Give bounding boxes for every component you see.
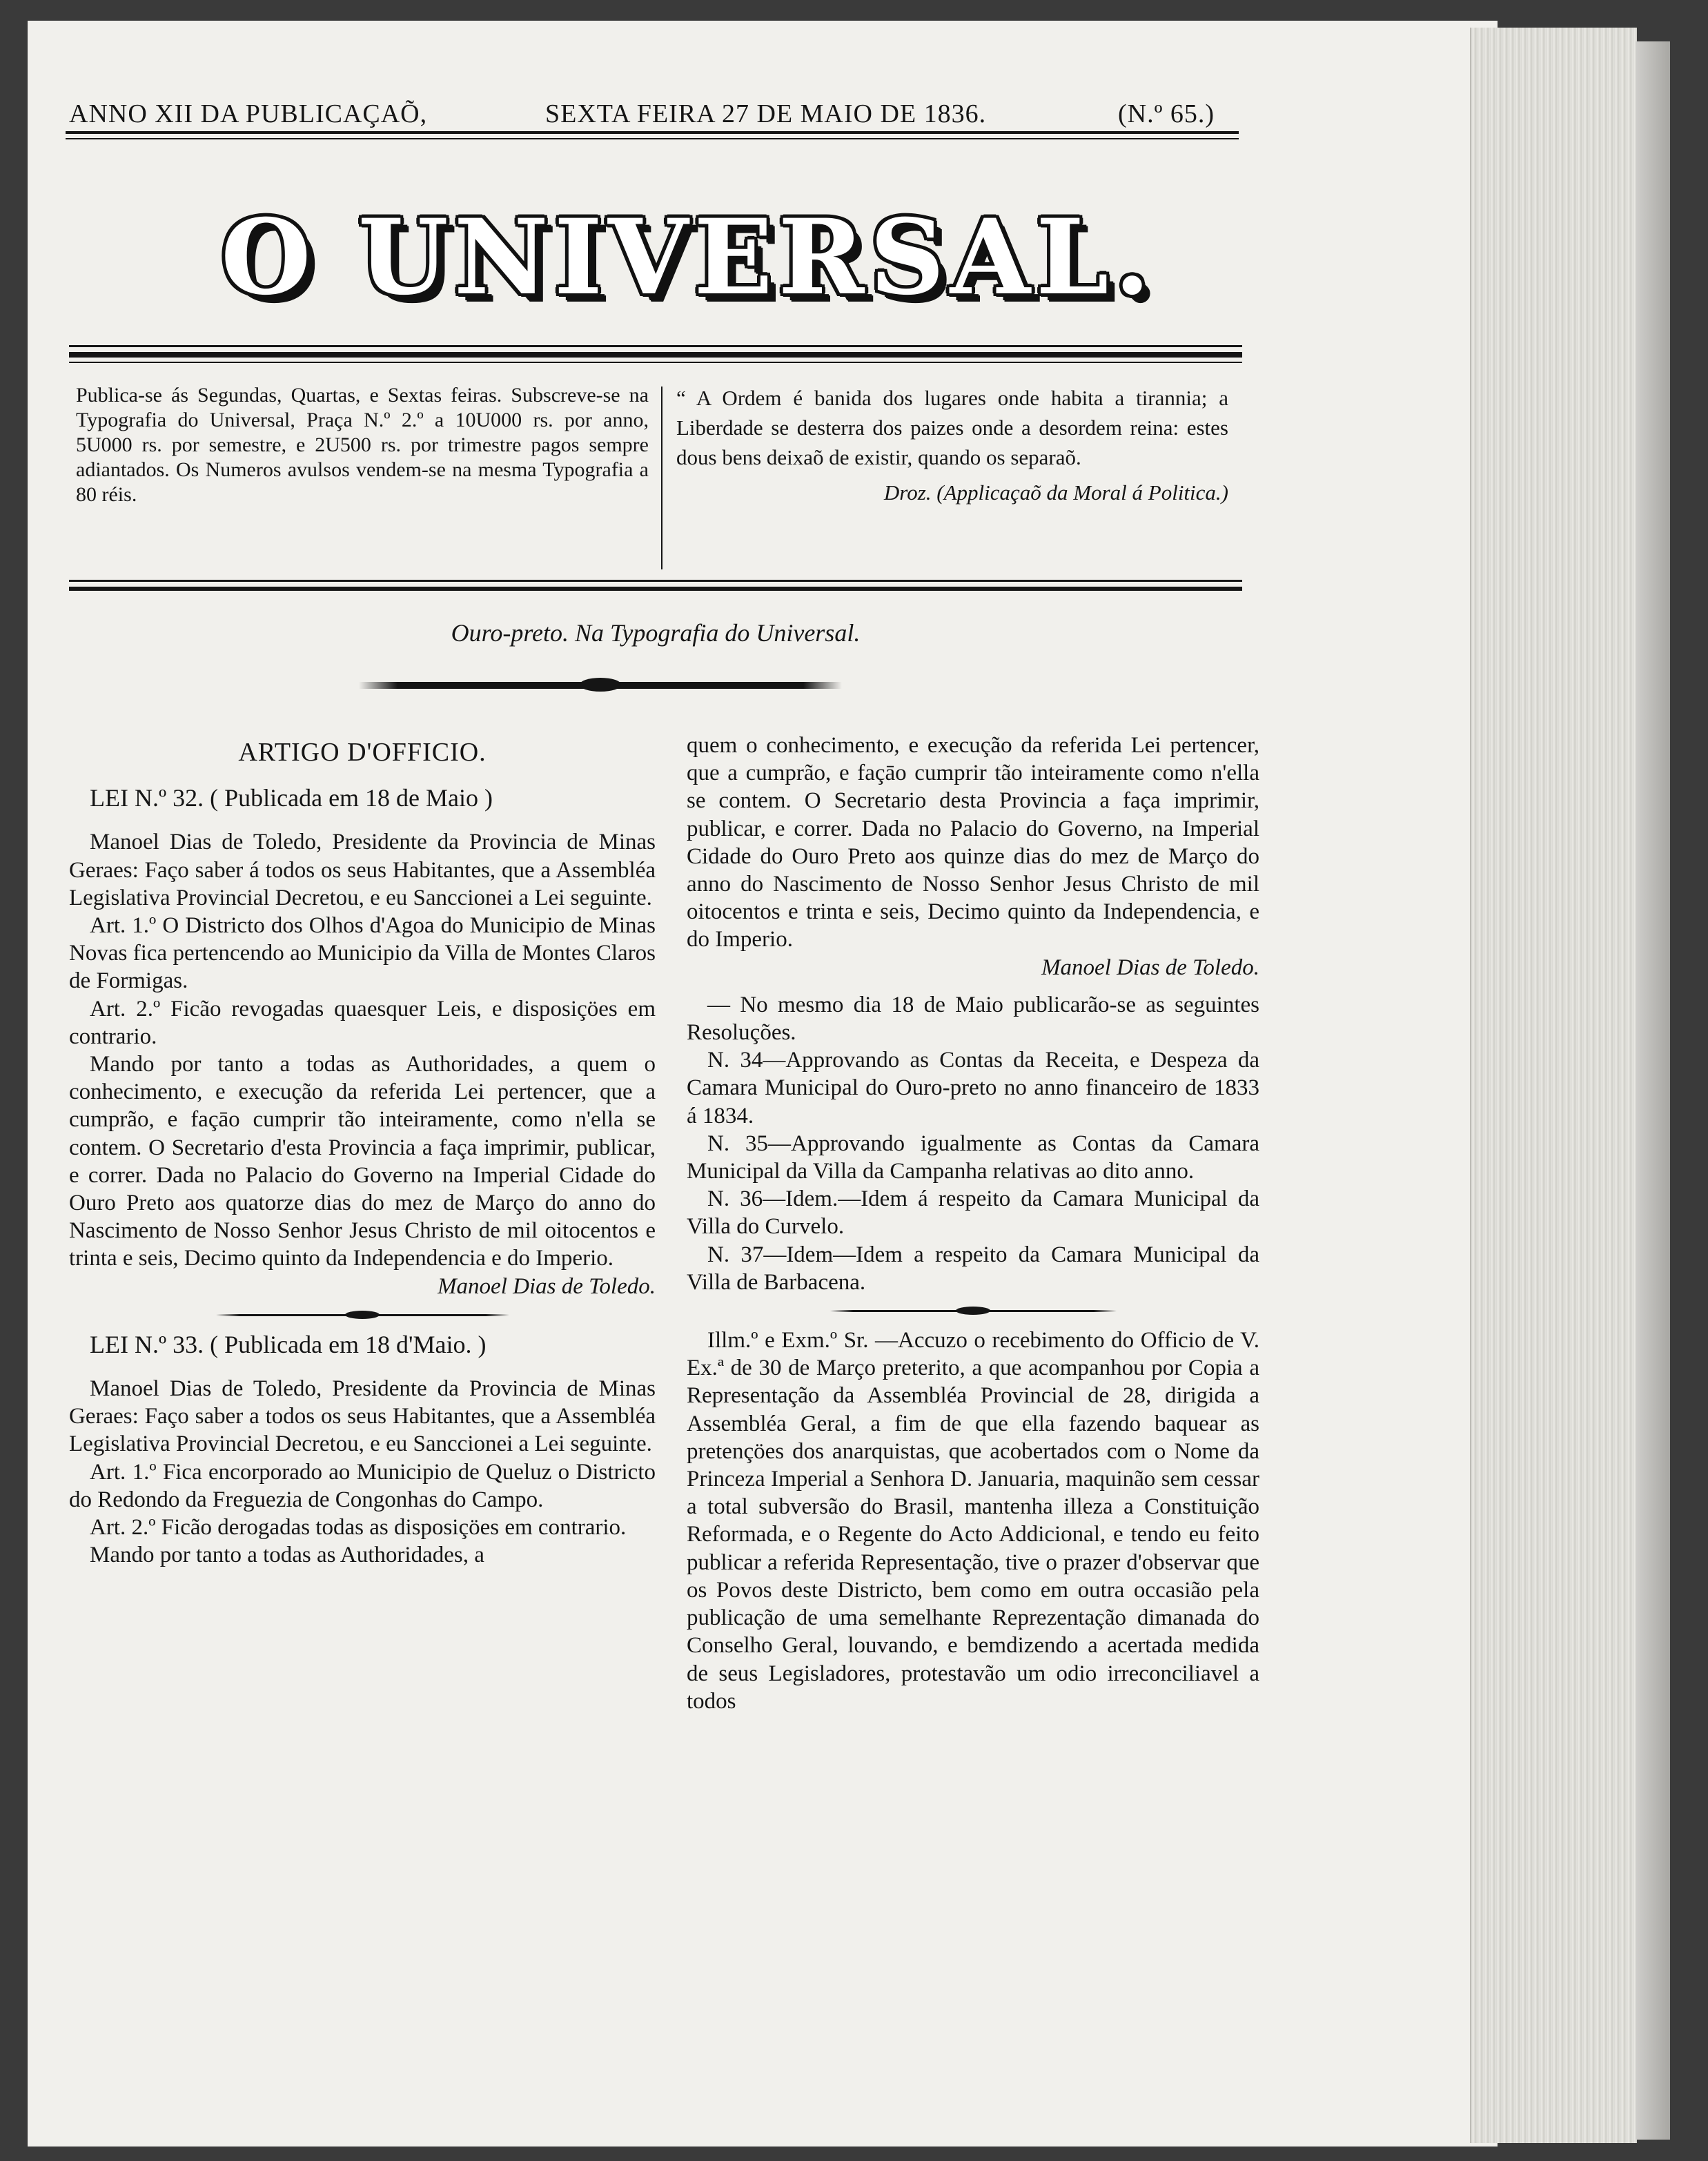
resolution-34: N. 34—Approvando as Contas da Receita, e Despeza da Camara Municipal do Ouro-preto no anno financeiro de 1833 á 1834. [687,1048,1259,1128]
right-column [687,732,1259,1715]
epigraph [676,383,1228,507]
issue-date: SEXTA FEIRA 27 DE MAIO DE 1836. [545,99,987,128]
masthead-rule-top [66,131,1239,134]
masthead-rule-bottom [66,138,1239,139]
subscription-info: Publica-se ás Segundas, Quartas, e Sextas feiras. Subscreve-se na Typografia do Universal, Praça N.º 2.º a 10U000 rs. por anno, 5U000 rs. por semestre, e 2U500 rs. por trimestre pagos sempre adiantados. Os Numeros avulsos vendem-se na mesma Typografia a 80 réis. [76,384,649,506]
publication-year: ANNO XII DA PUBLICAÇAÕ, [69,99,428,128]
title-rule-1 [69,345,1242,347]
separator-ornament [69,1300,656,1331]
resolution-36: N. 36—Idem.—Idem á respeito da Camara Municipal da Villa do Curvelo. [687,1186,1259,1240]
lei-32-continuation: quem o conhecimento, e execução da referida Lei pertencer, que a cumprão, e façāo cumprir tão inteiramente como n'ella se contem. O Secretario desta Provincia a faça imprimir, publicar, e correr. Dada no Palacio do Governo, na Imperial Cidade do Ouro Preto aos quinze dias do mez de Março do anno do Nascimento de Nosso Senhor Jesus Christo de mil oitocentos e trinta e seis, Decimo quinto da Independencia, e do Imperio. [687,733,1259,952]
resolution-37: N. 37—Idem—Idem a respeito da Camara Municipal da Villa de Barbacena. [687,1242,1259,1295]
newspaper-page [28,21,1498,2147]
header-divider [661,387,662,569]
newspaper-title: O UNIVERSAL. [221,197,1156,318]
title-rule-3 [69,362,1242,363]
epigraph-text: “ A Ordem é banida dos lugares onde habita a tirannia; a Liberdade se desterra dos paizes onde a desordem reina: estes dous bens deixaõ de existir, quando os separaõ. [676,386,1228,469]
lei-32-mandate: Mando por tanto a todas as Authoridades, a quem o conhecimento, e execução da referida Lei pertencer, que a cumprão, e façāo cumprir tão inteiramente, como n'ella se contem. O Secretario d'esta Provincia a faça imprimir, publicar, e correr. Dada no Palacio do Governo na Imperial Cidade do Ouro Preto aos quatorze dias do mez de Março do anno do Nascimento de Nosso Senhor Jesus Christo de mil oitocentos e trinta e seis, Decimo quinto da Independencia e do Imperio. [69,1052,656,1271]
resolution-35: N. 35—Approvando igualmente as Contas da Camara Municipal da Villa da Campanha relativas ao dito anno. [687,1131,1259,1184]
book-binding-edge [1636,41,1670,2140]
issue-number: (N.º 65.) [1118,99,1215,128]
lei-32-article-2: Art. 2.º Ficão revogadas quaesquer Leis, e disposiçöes em contrario. [69,996,656,1049]
left-column [69,732,656,1569]
book-page-edges [1470,28,1637,2143]
lei-33-article-1: Art. 1.º Fica encorporado ao Municipio de Queluz o Districto do Redondo da Freguezia de Congonhas do Campo. [69,1459,656,1512]
lei-32-title: LEI N.º 32. ( Publicada em 18 de Maio ) [90,784,493,812]
lei-32-signature: Manoel Dias de Toledo. [438,1273,656,1299]
lei-32-article-1: Art. 1.º O Districto dos Olhos d'Agoa do Municipio de Minas Novas fica pertencendo ao Municipio da Villa de Montes Claros de Formigas. [69,913,656,994]
lei-32-preamble: Manoel Dias de Toledo, Presidente da Provincia de Minas Geraes: Faço saber á todos os seus Habitantes, que a Assembléa Legislativa Provincial Decretou, e eu Sanccionei a Lei seguinte. [69,830,656,910]
header-rule-1 [69,580,1242,582]
imprint-line: Ouro-preto. Na Typografia do Universal. [451,619,861,647]
masthead-line [69,86,1242,135]
lei-33-preamble: Manoel Dias de Toledo, Presidente da Provincia de Minas Geraes: Faço saber a todos os seus Habitantes, que a Assembléa Legislativa Provincial Decretou, e eu Sanccionei a Lei seguinte. [69,1376,656,1457]
continuation-signature: Manoel Dias de Toledo. [1041,955,1259,980]
lei-33-title: LEI N.º 33. ( Publicada em 18 d'Maio. ) [90,1330,487,1358]
title-rule-2 [69,352,1242,358]
header-rule-2 [69,587,1242,591]
lei-33-article-2: Art. 2.º Ficão derogadas todas as disposiçöes em contrario. [90,1515,627,1541]
resolutions-intro: — No mesmo dia 18 de Maio publicarão-se as seguintes Resoluções. [687,992,1259,1046]
separator-ornament-right [687,1296,1259,1327]
epigraph-citation: Droz. (Applicaçaõ da Moral á Politica.) [883,480,1228,505]
imprint-ornament [359,682,842,689]
lei-33-mandate: Mando por tanto a todas as Authoridades, a [90,1543,484,1568]
section-heading: ARTIGO D'OFFICIO. [238,738,487,767]
official-letter: Illm.º e Exm.º Sr. —Accuzo o recebimento do Officio de V. Ex.ª de 30 de Março preterito, a que acompanhou por Copia a Representação da Assembléa Provincial de 28, dirigida a Assembléa Geral, a fim de que ella fazendo baquear as pretençöes dos anarquistas, que acobertados com o Nome da Princeza Imperial a Senhora D. Januaria, maquinão sem cessar a total subversão do Brasil, mantenha illeza a Constituição Reformada, e o Regente do Acto Addicional, e tendo eu feito publicar a referida Representação, tive o prazer d'observar que os Povos deste Districto, bem como em outra occasião pela publicação de uma semelhante Reprezentação dimanada do Conselho Geral, louvando, e bemdizendo a acertada medida de seus Legisladores, protestavão um odio irreconciliavel a todos [687,1328,1259,1714]
